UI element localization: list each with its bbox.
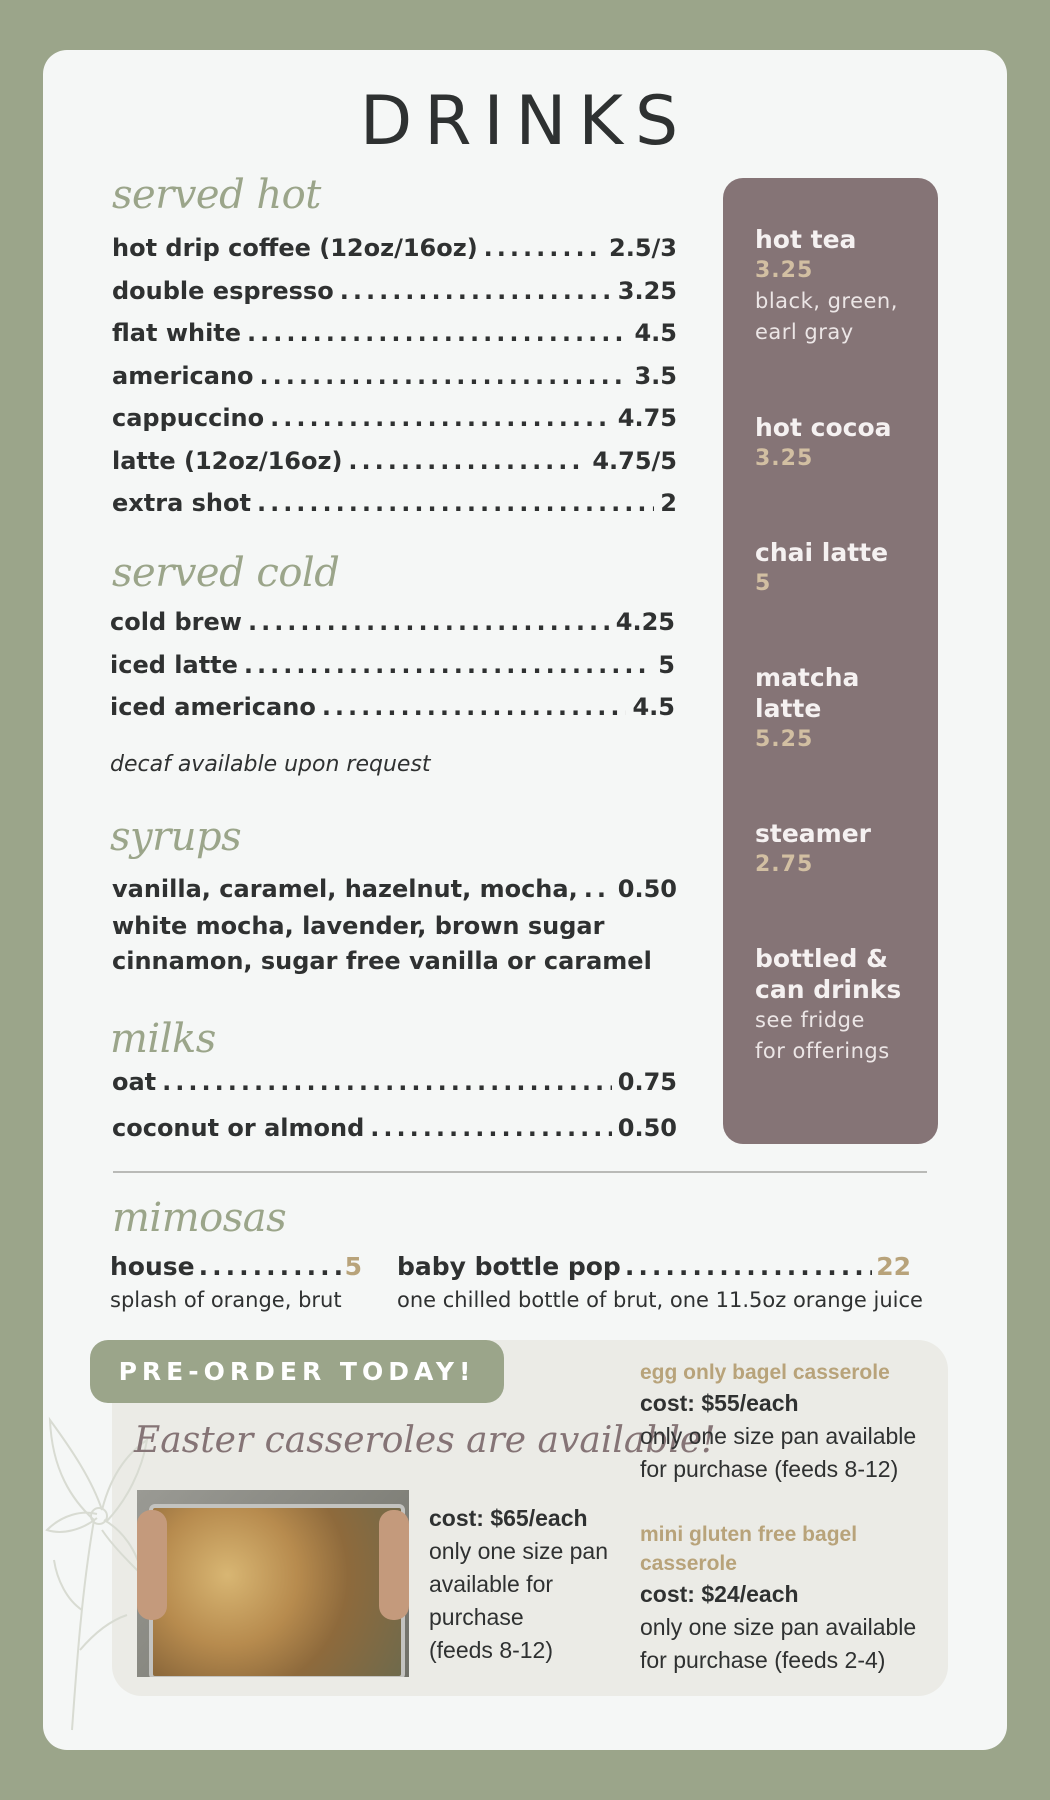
item-price: 2 <box>660 489 677 517</box>
item-name: baby bottle pop <box>397 1252 621 1281</box>
panel-item-matcha-latte <box>755 662 930 755</box>
syrup-row <box>112 875 677 903</box>
panel-item-price: 2.75 <box>755 852 814 877</box>
item-name: house <box>110 1252 195 1281</box>
gf-casserole-cost: cost: $24/each <box>640 1581 799 1607</box>
panel-item-name: can drinks <box>755 975 902 1004</box>
easter-headline: Easter casseroles are available! <box>134 1420 716 1461</box>
item-name: extra shot <box>112 489 251 517</box>
served-hot-heading: served hot <box>112 172 321 218</box>
panel-item-name: chai latte <box>755 538 889 567</box>
item-name: iced americano <box>110 693 316 721</box>
main-casserole-line: only one size pan <box>429 1538 609 1564</box>
menu-item <box>110 651 675 679</box>
specialty-drinks-panel <box>723 178 938 1144</box>
served-cold-heading: served cold <box>112 550 340 596</box>
section-divider <box>113 1171 927 1173</box>
gf-casserole-line: for purchase (feeds 2-4) <box>640 1647 886 1673</box>
item-price: 4.25 <box>615 608 675 636</box>
egg-casserole-line: only one size pan available <box>640 1423 917 1449</box>
menu-item <box>112 277 677 305</box>
main-casserole-cost: cost: $65/each <box>429 1505 588 1531</box>
panel-item-desc: black, green, <box>755 289 898 313</box>
egg-casserole-info <box>640 1358 916 1486</box>
item-price: 4.75 <box>617 404 677 432</box>
syrup-list-line3: cinnamon, sugar free vanilla or caramel <box>112 947 652 975</box>
main-casserole-info <box>429 1502 608 1667</box>
gf-casserole-title: mini gluten free bagel <box>640 1523 858 1546</box>
main-casserole-line: (feeds 8-12) <box>429 1637 554 1663</box>
main-casserole-line: available for <box>429 1571 554 1597</box>
menu-item <box>112 489 677 517</box>
item-name: hot drip coffee (12oz/16oz) <box>112 234 478 262</box>
main-casserole-line: purchase <box>429 1604 524 1630</box>
panel-item-desc: see fridge <box>755 1008 865 1032</box>
menu-item <box>112 319 677 347</box>
item-price: 4.75/5 <box>592 447 677 475</box>
item-name: latte (12oz/16oz) <box>112 447 343 475</box>
gf-casserole-info <box>640 1520 916 1677</box>
panel-item-hot-cocoa <box>755 412 930 474</box>
menu-item <box>112 362 677 390</box>
decaf-note: decaf available upon request <box>110 752 431 777</box>
panel-item-name: bottled & <box>755 944 888 973</box>
panel-item-price: 5 <box>755 571 772 596</box>
item-name: iced latte <box>110 651 238 679</box>
panel-item-hot-tea <box>755 224 930 348</box>
menu-item <box>110 693 675 721</box>
item-name: flat white <box>112 319 242 347</box>
panel-item-bottled-drinks <box>755 943 930 1067</box>
menu-item <box>112 234 677 262</box>
item-name: cold brew <box>110 608 242 636</box>
panel-item-chai-latte <box>755 537 930 599</box>
preorder-badge: PRE-ORDER TODAY! <box>90 1340 504 1403</box>
item-price: 3.25 <box>617 277 677 305</box>
page-title: DRINKS <box>359 82 691 161</box>
item-price: 4.5 <box>632 693 675 721</box>
mimosa-house <box>110 1252 362 1281</box>
panel-item-name: matcha <box>755 663 860 692</box>
syrups-heading: syrups <box>110 814 242 860</box>
syrup-price: 0.50 <box>617 875 677 903</box>
syrup-list-line2: white mocha, lavender, brown sugar <box>112 912 605 940</box>
panel-item-desc: for offerings <box>755 1039 890 1063</box>
menu-item <box>112 404 677 432</box>
panel-item-desc: earl gray <box>755 320 854 344</box>
item-name: americano <box>112 362 254 390</box>
panel-item-price: 3.25 <box>755 446 814 471</box>
panel-item-price: 3.25 <box>755 258 814 283</box>
gf-casserole-line: only one size pan available <box>640 1614 917 1640</box>
mimosa-bottle-desc: one chilled bottle of brut, one 11.5oz orange juice <box>397 1288 923 1312</box>
panel-item-price: 5.25 <box>755 727 814 752</box>
egg-casserole-line: for purchase (feeds 8-12) <box>640 1456 899 1482</box>
item-price: 4.5 <box>634 319 677 347</box>
item-price: 0.50 <box>617 1114 677 1142</box>
gf-casserole-title: casserole <box>640 1552 737 1575</box>
egg-casserole-cost: cost: $55/each <box>640 1390 799 1416</box>
menu-item <box>112 1114 677 1142</box>
item-name: coconut or almond <box>112 1114 365 1142</box>
item-price: 3.5 <box>634 362 677 390</box>
egg-casserole-title: egg only bagel casserole <box>640 1361 890 1384</box>
item-price: 0.75 <box>617 1068 677 1096</box>
panel-item-name: steamer <box>755 819 871 848</box>
casserole-photo <box>137 1490 409 1677</box>
panel-item-steamer <box>755 818 930 880</box>
mimosa-house-desc: splash of orange, brut <box>110 1288 342 1312</box>
menu-item <box>110 608 675 636</box>
syrup-list-line1: vanilla, caramel, hazelnut, mocha, <box>112 875 578 903</box>
item-price: 22 <box>876 1252 911 1281</box>
menu-item <box>112 1068 677 1096</box>
panel-item-name: latte <box>755 694 822 723</box>
item-price: 2.5/3 <box>609 234 677 262</box>
item-name: cappuccino <box>112 404 265 432</box>
panel-item-name: hot cocoa <box>755 413 892 442</box>
milks-heading: milks <box>110 1016 216 1062</box>
mimosas-heading: mimosas <box>112 1195 287 1241</box>
item-price: 5 <box>658 651 675 679</box>
menu-item <box>112 447 677 475</box>
item-name: double espresso <box>112 277 334 305</box>
mimosa-bottle <box>397 1252 911 1281</box>
panel-item-name: hot tea <box>755 225 857 254</box>
item-price: 5 <box>344 1252 362 1281</box>
item-name: oat <box>112 1068 157 1096</box>
